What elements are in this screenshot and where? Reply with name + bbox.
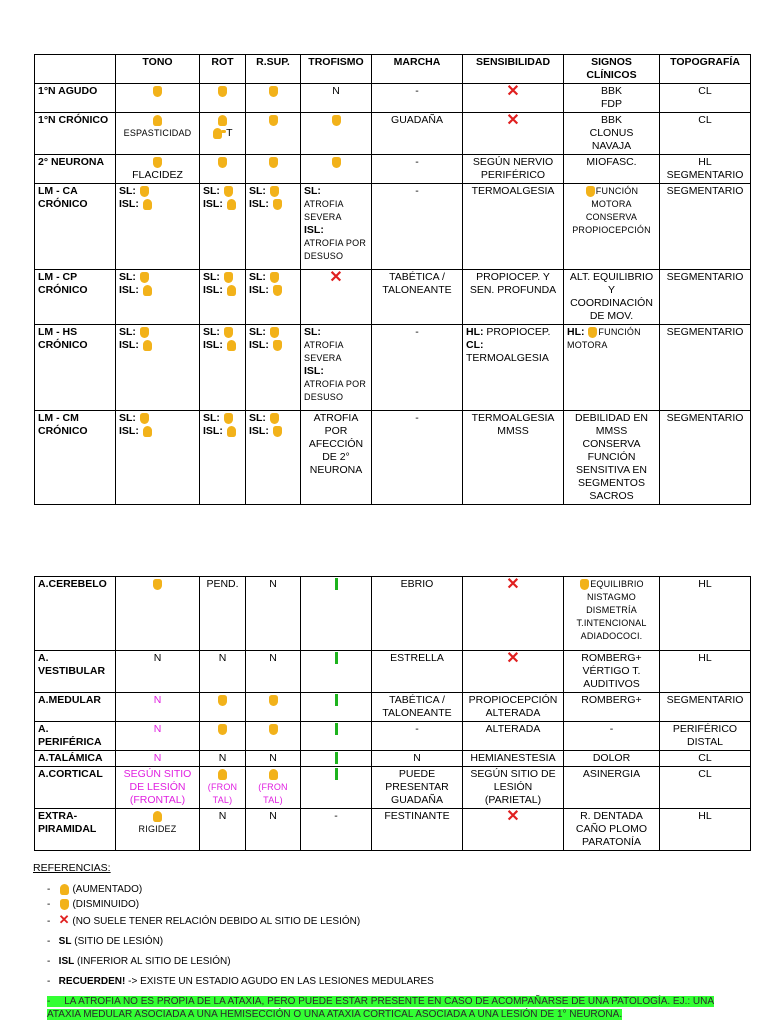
red-cross-icon: ✕: [329, 269, 343, 286]
cell-marcha: EBRIO: [372, 577, 463, 651]
cell-marcha: ESTRELLA: [372, 651, 463, 693]
pointing-up-hand-icon: [227, 285, 236, 296]
cell-topografia: PERIFÉRICO DISTAL: [660, 722, 751, 751]
pointing-down-hand-icon: [218, 157, 227, 168]
cell-rot: N: [200, 751, 246, 767]
cell-signos: -: [564, 722, 660, 751]
pointing-down-hand-icon: [273, 340, 282, 351]
ref-disminuido: - (DISMINUIDO): [47, 899, 140, 910]
table-row: [35, 577, 751, 651]
pointing-down-hand-icon: [218, 724, 227, 735]
cell-topografia: HL SEGMENTARIO: [660, 155, 751, 184]
pointing-down-hand-icon: [273, 285, 282, 296]
ref-no-relacion: - ✕ (NO SUELE TENER RELACIÓN DEBIDO AL SITIO DE LESIÓN): [47, 912, 361, 927]
cell-topografia: CL: [660, 751, 751, 767]
pointing-down-hand-icon: [153, 579, 162, 590]
cell-marcha: TABÉTICA / TALONEANTE: [372, 270, 463, 325]
cell-sensibilidad: ALTERADA: [463, 722, 564, 751]
green-mark-icon: [335, 752, 338, 764]
pointing-up-hand-icon: [143, 199, 152, 210]
cell-sensibilidad: SEGÚN SITIO DE LESIÓN (PARIETAL): [463, 767, 564, 809]
pointing-down-hand-icon: [332, 115, 341, 126]
pointing-up-hand-icon: [60, 884, 69, 895]
pointing-down-hand-icon: [270, 413, 279, 424]
references-title: REFERENCIAS:: [33, 862, 111, 874]
cell-marcha: FESTINANTE: [372, 809, 463, 851]
pointing-down-hand-icon: [140, 327, 149, 338]
pointing-up-hand-icon: [153, 115, 162, 126]
row-label: 2° NEURONA: [35, 155, 116, 184]
table-row: [35, 84, 751, 113]
pointing-down-hand-icon: [153, 86, 162, 97]
cell-signos: BBK FDP: [564, 84, 660, 113]
cell-topografia: HL: [660, 809, 751, 851]
table-row: LM - HS CRÓNICO SL: ISL: SL: ISL: SL: ISL: SL: ATROFIA SEVERA ISL: ATROFIA POR DESUSO - HL: PROPIOCEP. CL: TERMOALGESIA HL: FUNCIÓN MOTORA SEGMENTARIO: [35, 325, 751, 411]
header-rsup: R.SUP.: [246, 55, 301, 84]
cell-signos: ASINERGIA: [564, 767, 660, 809]
row-label: LM - CA CRÓNICO: [35, 184, 116, 270]
header-trofismo: TROFISMO: [301, 55, 372, 84]
green-mark-icon: [335, 723, 338, 735]
pointing-down-hand-icon: [270, 272, 279, 283]
pointing-up-hand-icon: [269, 769, 278, 780]
cell-signos: ROMBERG+ VÉRTIGO T. AUDITIVOS: [564, 651, 660, 693]
cell-topografia: SEGMENTARIO: [660, 411, 751, 505]
cell-rsup: N: [246, 809, 301, 851]
cell-signos: FUNCIÓN MOTORA: [567, 327, 641, 350]
cell-sensibilidad-cl: TERMOALGESIA: [466, 352, 549, 364]
cell-rot: N: [200, 651, 246, 693]
header-sensibilidad: SENSIBILIDAD: [463, 55, 564, 84]
cell-tono: N: [116, 651, 200, 693]
cell-topografia: HL: [660, 577, 751, 651]
cell-sensibilidad: PROPIOCEP. Y SEN. PROFUNDA: [463, 270, 564, 325]
red-cross-icon: ✕: [506, 808, 520, 825]
pointing-down-hand-icon: [269, 724, 278, 735]
row-label: A.CEREBELO: [35, 577, 116, 651]
pointing-right-hand-icon: [213, 128, 222, 139]
cell-rot: T: [226, 127, 233, 139]
cell-signos: DOLOR: [564, 751, 660, 767]
pointing-up-hand-icon: [227, 340, 236, 351]
cell-sensibilidad-hl: PROPIOCEP.: [486, 326, 551, 338]
cell-tono: RIGIDEZ: [138, 824, 177, 834]
cell-rsup: N: [246, 577, 301, 651]
table-row: LM - CM CRÓNICO SL: ISL: SL: ISL: SL: ISL: ATROFIA POR AFECCIÓN DE 2° NEURONA - TERMOALGESIA MMSS DEBILIDAD EN MMSS CONSERVA FUNCIÓN SENSITIVA EN SEGMENTOS SACROS SEGMENTARIO: [35, 411, 751, 505]
cell-trofismo-isl: ATROFIA POR DESUSO: [304, 379, 367, 402]
pointing-down-hand-icon: [140, 186, 149, 197]
row-label: LM - HS CRÓNICO: [35, 325, 116, 411]
cell-topografia: CL: [660, 113, 751, 155]
cell-signos: DEBILIDAD EN MMSS CONSERVA FUNCIÓN SENSITIVA EN SEGMENTOS SACROS: [564, 411, 660, 505]
cell-trofismo-sl: ATROFIA SEVERA: [304, 199, 344, 222]
pointing-down-hand-icon: [224, 327, 233, 338]
pointing-down-hand-icon: [269, 115, 278, 126]
table-row: [35, 651, 751, 693]
pointing-down-hand-icon: [60, 899, 69, 910]
green-mark-icon: [335, 694, 338, 706]
table-ataxias: [34, 576, 751, 851]
cell-trofismo: -: [301, 809, 372, 851]
pointing-up-hand-icon: [143, 340, 152, 351]
table-lesiones: [34, 54, 751, 505]
cell-trofismo-isl: ATROFIA POR DESUSO: [304, 238, 367, 261]
cell-topografia: SEGMENTARIO: [660, 184, 751, 270]
cell-tono: N: [116, 722, 200, 751]
row-label: A.TALÁMICA: [35, 751, 116, 767]
cell-signos: EQUILIBRIO NISTAGMO DISMETRÍA T.INTENCIONAL ADIADOCOCI.: [576, 579, 647, 641]
red-cross-icon: ✕: [506, 650, 520, 667]
pointing-down-hand-icon: [586, 186, 595, 197]
cell-topografia: HL: [660, 651, 751, 693]
cell-sensibilidad: SEGÚN NERVIO PERIFÉRICO: [463, 155, 564, 184]
pointing-down-hand-icon: [140, 413, 149, 424]
cell-marcha: -: [372, 184, 463, 270]
cell-signos: ALT. EQUILIBRIO Y COORDINACIÓN DE MOV.: [564, 270, 660, 325]
cell-sensibilidad: PROPIOCEPCIÓN ALTERADA: [463, 693, 564, 722]
pointing-up-hand-icon: [218, 115, 227, 126]
pointing-down-hand-icon: [580, 579, 589, 590]
row-label: 1°N CRÓNICO: [35, 113, 116, 155]
pointing-down-hand-icon: [332, 157, 341, 168]
pointing-down-hand-icon: [269, 86, 278, 97]
header-empty: [35, 55, 116, 84]
cell-topografia: SEGMENTARIO: [660, 270, 751, 325]
pointing-down-hand-icon: [588, 327, 597, 338]
pointing-down-hand-icon: [273, 199, 282, 210]
cell-signos: R. DENTADA CAÑO PLOMO PARATONÍA: [564, 809, 660, 851]
table-row: [35, 693, 751, 722]
cell-marcha: PUEDE PRESENTAR GUADAÑA: [372, 767, 463, 809]
table-row: [35, 722, 751, 751]
pointing-up-hand-icon: [227, 199, 236, 210]
cell-marcha: TABÉTICA / TALONEANTE: [372, 693, 463, 722]
header-tono: TONO: [116, 55, 200, 84]
cell-tono: SEGÚN SITIO DE LESIÓN (FRONTAL): [116, 767, 200, 809]
row-label: EXTRA-PIRAMIDAL: [35, 809, 116, 851]
red-cross-icon: ✕: [506, 83, 520, 100]
pointing-down-hand-icon: [270, 327, 279, 338]
cell-topografia: SEGMENTARIO: [660, 325, 751, 411]
pointing-up-hand-icon: [143, 426, 152, 437]
cell-rot: PEND.: [200, 577, 246, 651]
table-row: [35, 751, 751, 767]
pointing-down-hand-icon: [218, 695, 227, 706]
cell-signos: FUNCIÓN MOTORA CONSERVA PROPIOCEPCIÓN: [572, 186, 651, 235]
ref-note: - LA ATROFIA NO ES PROPIA DE LA ATAXIA, PERO PUEDE ESTAR PRESENTE EN CASO DE ACOMPAÑARSE DE UNA PATOLOGÍA. EJ.: UNA ATAXIA MEDULAR ASOCIADA A UNA HEMISECCIÓN O UNA ATAXIA CORTICAL ASOCIADA A UNA LESIÓN DE 1° NEURONA.: [47, 996, 715, 1020]
cell-marcha: -: [372, 155, 463, 184]
table-header-row: [35, 55, 751, 84]
pointing-up-hand-icon: [143, 285, 152, 296]
header-topografia: TOPOGRAFÍA: [660, 55, 751, 84]
row-label: A.CORTICAL: [35, 767, 116, 809]
ref-sl: - SL (SITIO DE LESIÓN): [47, 936, 164, 947]
cell-trofismo: ATROFIA POR AFECCIÓN DE 2° NEURONA: [301, 411, 372, 505]
cell-rsup: N: [246, 651, 301, 693]
green-mark-icon: [335, 652, 338, 664]
cell-marcha: N: [372, 751, 463, 767]
row-label: A. VESTIBULAR: [35, 651, 116, 693]
cell-rot: (FRON TAL): [207, 782, 238, 805]
row-label: A. PERIFÉRICA: [35, 722, 116, 751]
pointing-down-hand-icon: [140, 272, 149, 283]
references-section: [33, 862, 733, 1023]
ref-isl: - ISL (INFERIOR AL SITIO DE LESIÓN): [47, 956, 231, 967]
cell-marcha: GUADAÑA: [372, 113, 463, 155]
green-mark-icon: [335, 768, 338, 780]
cell-tono: ESPASTICIDAD: [123, 128, 192, 138]
row-label: 1°N AGUDO: [35, 84, 116, 113]
pointing-down-hand-icon: [224, 413, 233, 424]
pointing-down-hand-icon: [269, 695, 278, 706]
cell-marcha: -: [372, 325, 463, 411]
ref-aumentado: - (AUMENTADO): [47, 884, 143, 895]
cell-trofismo-sl: ATROFIA SEVERA: [304, 340, 344, 363]
row-label: A.MEDULAR: [35, 693, 116, 722]
cell-trofismo: N: [301, 84, 372, 113]
pointing-up-hand-icon: [227, 426, 236, 437]
cell-rot: N: [200, 809, 246, 851]
cell-tono: FLACIDEZ: [132, 169, 183, 181]
cell-marcha: -: [372, 84, 463, 113]
cell-sensibilidad: TERMOALGESIA: [463, 184, 564, 270]
pointing-down-hand-icon: [224, 186, 233, 197]
red-cross-icon: ✕: [506, 576, 520, 593]
pointing-down-hand-icon: [273, 426, 282, 437]
cell-signos: MIOFASC.: [564, 155, 660, 184]
cell-marcha: -: [372, 411, 463, 505]
pointing-down-hand-icon: [270, 186, 279, 197]
red-cross-icon: ✕: [506, 112, 520, 129]
pointing-down-hand-icon: [153, 157, 162, 168]
header-rot: ROT: [200, 55, 246, 84]
cell-tono: N: [116, 751, 200, 767]
cell-tono: N: [116, 693, 200, 722]
red-cross-icon: ✕: [58, 912, 70, 927]
cell-signos: ROMBERG+: [564, 693, 660, 722]
pointing-up-hand-icon: [218, 769, 227, 780]
table-row: LM - CP CRÓNICO SL: ISL: SL: ISL: SL: ISL: ✕ TABÉTICA / TALONEANTE PROPIOCEP. Y SEN. PROFUNDA ALT. EQUILIBRIO Y COORDINACIÓN DE MOV. SEGMENTARIO: [35, 270, 751, 325]
cell-topografia: CL: [660, 767, 751, 809]
cell-signos: BBK CLONUS NAVAJA: [564, 113, 660, 155]
cell-topografia: SEGMENTARIO: [660, 693, 751, 722]
pointing-down-hand-icon: [269, 157, 278, 168]
row-label: LM - CP CRÓNICO: [35, 270, 116, 325]
green-mark-icon: [335, 578, 338, 590]
header-marcha: MARCHA: [372, 55, 463, 84]
table-row: [35, 767, 751, 809]
pointing-down-hand-icon: [224, 272, 233, 283]
table-row: [35, 809, 751, 851]
table-row: [35, 155, 751, 184]
cell-rsup: (FRON TAL): [258, 782, 288, 805]
cell-sensibilidad: TERMOALGESIA MMSS: [463, 411, 564, 505]
cell-rsup: N: [246, 751, 301, 767]
ref-recuerden: - RECUERDEN! -> EXISTE UN ESTADIO AGUDO EN LAS LESIONES MEDULARES: [47, 976, 434, 987]
row-label: LM - CM CRÓNICO: [35, 411, 116, 505]
header-signos: SIGNOS CLÍNICOS: [564, 55, 660, 84]
pointing-down-hand-icon: [218, 86, 227, 97]
cell-topografia: CL: [660, 84, 751, 113]
table-row: LM - CA CRÓNICO SL: ISL: SL: ISL: SL: ISL: SL: ATROFIA SEVERA ISL: ATROFIA POR DESUSO - TERMOALGESIA FUNCIÓN MOTORA CONSERVA PROPIOCEPCIÓN SEGMENTARIO: [35, 184, 751, 270]
table-row: [35, 113, 751, 155]
cell-sensibilidad: HEMIANESTESIA: [463, 751, 564, 767]
cell-marcha: -: [372, 722, 463, 751]
pointing-up-hand-icon: [153, 811, 162, 822]
